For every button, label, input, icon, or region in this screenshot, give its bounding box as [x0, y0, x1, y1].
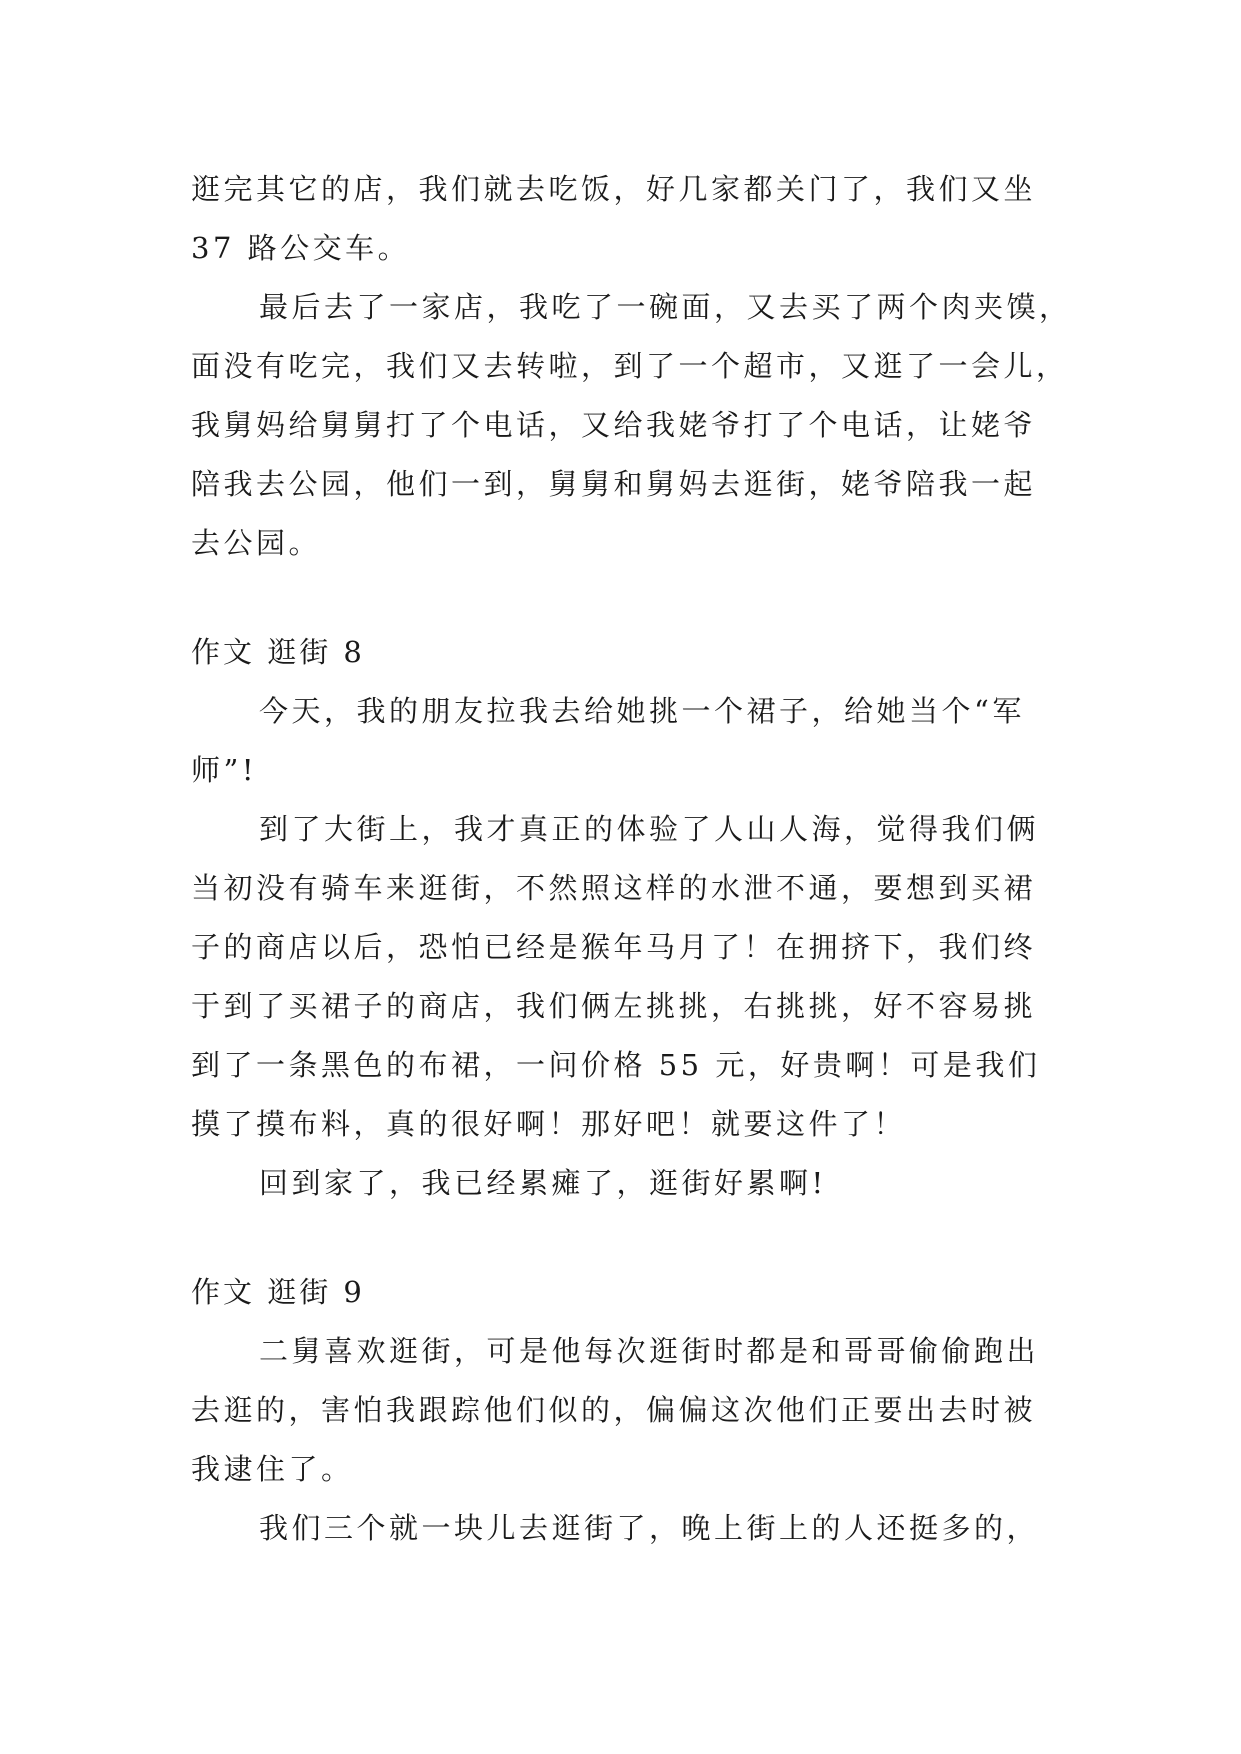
text-line: 师”! — [191, 753, 257, 787]
paragraph — [191, 160, 1059, 278]
section-gap — [191, 573, 1059, 623]
text-line: 到了大街上，我才真正的体验了人山人海，觉得我们俩 — [259, 812, 1040, 846]
text-line: 我们三个就一块儿去逛街了，晚上街上的人还挺多的， — [259, 1511, 1040, 1545]
text-line: 面没有吃完，我们又去转啦，到了一个超市，又逛了一会儿， — [191, 349, 1069, 383]
text-line: 当初没有骑车来逛街，不然照这样的水泄不通，要想到买裙 — [191, 871, 1037, 905]
section-essay-8 — [191, 623, 1059, 1213]
paragraph — [191, 1499, 1059, 1558]
text-line: 最后去了一家店，我吃了一碗面，又去买了两个肉夹馍， — [259, 290, 1072, 324]
paragraph — [191, 682, 1059, 800]
text-line: 回到家了，我已经累瘫了，逛街好累啊! — [259, 1166, 827, 1200]
text-line: 去逛的，害怕我跟踪他们似的，偏偏这次他们正要出去时被 — [191, 1393, 1037, 1427]
section-essay-9 — [191, 1263, 1059, 1558]
text-line: 到了一条黑色的布裙，一问价格 55 元，好贵啊！可是我们 — [191, 1048, 1041, 1082]
paragraph — [191, 1322, 1059, 1499]
text-line: 我舅妈给舅舅打了个电话，又给我姥爷打了个电话，让姥爷 — [191, 408, 1037, 442]
text-line: 子的商店以后，恐怕已经是猴年马月了！在拥挤下，我们终 — [191, 930, 1037, 964]
text-line: 37 路公交车。 — [191, 231, 411, 265]
text-line: 我逮住了。 — [191, 1452, 354, 1486]
text-line: 逛完其它的店，我们就去吃饭，好几家都关门了，我们又坐 — [191, 172, 1037, 206]
section-continuation — [191, 160, 1072, 573]
section-title: 作文 逛街 8 — [191, 635, 365, 669]
text-line: 二舅喜欢逛街，可是他每次逛街时都是和哥哥偷偷跑出 — [259, 1334, 1040, 1368]
section-gap — [191, 1213, 1059, 1263]
paragraph — [191, 278, 1072, 573]
document-body — [191, 160, 1072, 1558]
paragraph — [191, 1154, 1059, 1213]
text-line: 去公园。 — [191, 526, 322, 560]
paragraph — [191, 800, 1059, 1154]
text-line: 陪我去公园，他们一到，舅舅和舅妈去逛街，姥爷陪我一起 — [191, 467, 1037, 501]
text-line: 摸了摸布料，真的很好啊！那好吧！就要这件了！ — [191, 1107, 907, 1141]
section-title: 作文 逛街 9 — [191, 1275, 365, 1309]
text-line: 于到了买裙子的商店，我们俩左挑挑，右挑挑，好不容易挑 — [191, 989, 1037, 1023]
text-line: 今天，我的朋友拉我去给她挑一个裙子，给她当个“军 — [259, 694, 1025, 728]
